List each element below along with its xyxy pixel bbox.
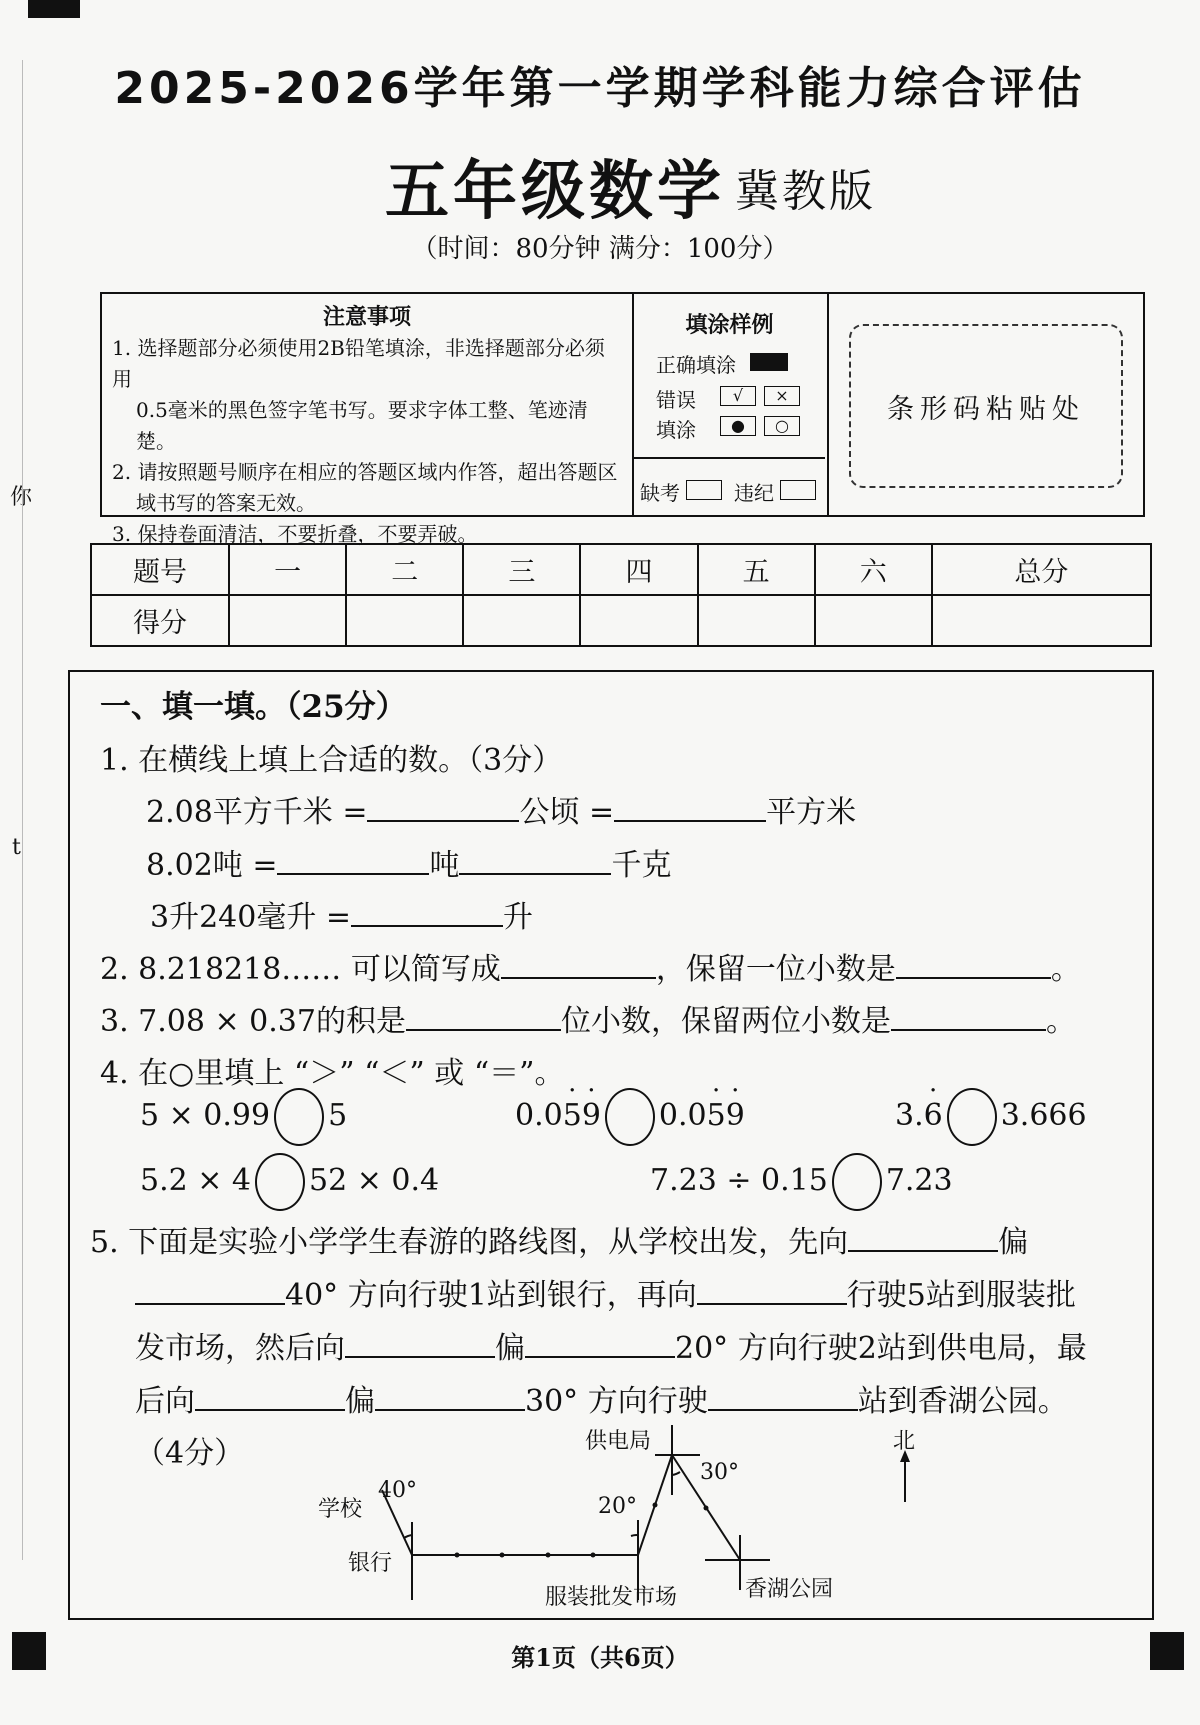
- page-number: 第1页（共6页）: [511, 1643, 689, 1672]
- notice-item: 2. 请按照题号顺序在相应的答题区域内作答，超出答题区: [112, 460, 618, 484]
- notice-instructions: [102, 294, 634, 546]
- wrong-fill-label: 填涂: [656, 418, 696, 442]
- table-row: [91, 544, 1151, 595]
- answer-blank[interactable]: [135, 1302, 285, 1305]
- compare-item: 0.05 ·9 · 0.05 ·9 ·: [515, 1088, 745, 1146]
- table-header-cell: 六: [815, 544, 932, 595]
- cross-icon: ×: [775, 386, 789, 405]
- answer-blank[interactable]: [351, 924, 503, 927]
- score-cell[interactable]: [229, 595, 346, 646]
- map-label-north: 北: [893, 1429, 916, 1454]
- notice-item: 0.5毫米的黑色签字笔书写。要求字体工整、笔迹清楚。: [136, 398, 588, 453]
- answer-blank[interactable]: [459, 872, 611, 875]
- edition-label: 冀教版: [735, 166, 876, 217]
- question-1-line-3: 3升240毫升 = 升: [150, 900, 534, 935]
- absent-box[interactable]: [686, 480, 722, 500]
- map-label-school: 学校: [318, 1497, 363, 1522]
- angle-arc-school: [404, 1535, 412, 1538]
- score-cell[interactable]: [815, 595, 932, 646]
- wrong-dot-mark: [720, 416, 756, 436]
- wrong-cross-mark: [764, 386, 800, 406]
- subject-title: 五年级数学: [385, 154, 725, 229]
- correct-fill-mark: [750, 353, 788, 371]
- angle-arc-power: [672, 1472, 680, 1475]
- compare-item: 5.2 × 4 52 × 0.4: [140, 1153, 439, 1211]
- question-2: 2. 8.218218…… 可以简写成 ，保留一位小数是 。: [100, 952, 1081, 987]
- map-label-market: 服装批发市场: [545, 1585, 678, 1610]
- compare-item: 5 × 0.99 5: [140, 1088, 347, 1146]
- wrong-fill-label: 错误: [656, 388, 696, 412]
- table-header-cell: 一: [229, 544, 346, 595]
- section-heading: 一、填一填。（25分）: [100, 689, 407, 725]
- score-table: [90, 543, 1152, 647]
- corner-mark-top-left: [28, 0, 80, 18]
- stop-dot: [704, 1506, 709, 1511]
- map-label-park: 香湖公园: [745, 1577, 834, 1602]
- stop-dot: [591, 1553, 596, 1558]
- side-mark: t: [12, 835, 21, 860]
- stop-dot: [455, 1553, 460, 1558]
- notice-heading: 注意事项: [322, 304, 411, 330]
- answer-blank[interactable]: [614, 819, 766, 822]
- sample-divider: [634, 457, 825, 459]
- table-header-cell: 二: [346, 544, 463, 595]
- map-angle-school: 40°: [378, 1478, 417, 1503]
- answer-blank[interactable]: [697, 1302, 847, 1305]
- answer-blank[interactable]: [896, 976, 1051, 979]
- score-cell[interactable]: [698, 595, 815, 646]
- table-header-cell: 四: [580, 544, 697, 595]
- answer-blank[interactable]: [525, 1355, 675, 1358]
- table-header-cell: 题号: [91, 544, 229, 595]
- answer-blank[interactable]: [277, 872, 429, 875]
- notice-item: 3. 保持卷面清洁，不要折叠，不要弄破。: [112, 522, 478, 546]
- question-1-line-1: 2.08平方千米 = 公顷 = 平方米: [146, 795, 857, 830]
- answer-blank[interactable]: [848, 1249, 998, 1252]
- time-info: （时间：80分钟 满分：100分）: [411, 234, 789, 264]
- route-stops: [455, 1503, 709, 1558]
- table-header-cell: 五: [698, 544, 815, 595]
- stop-dot: [546, 1553, 551, 1558]
- compare-circle[interactable]: [947, 1088, 997, 1146]
- fill-sample-heading: 填涂样例: [685, 312, 774, 338]
- question-5-line-3: 发市场，然后向 偏 20° 方向行驶2站到供电局，最: [135, 1331, 1087, 1366]
- question-3: 3. 7.08 × 0.37的积是 位小数，保留两位小数是 。: [100, 1004, 1076, 1039]
- table-header-cell: 总分: [932, 544, 1151, 595]
- check-icon: √: [732, 386, 744, 405]
- score-cell[interactable]: [463, 595, 580, 646]
- stop-dot: [653, 1503, 658, 1508]
- answer-blank[interactable]: [195, 1408, 345, 1411]
- answer-blank[interactable]: [375, 1408, 525, 1411]
- map-label-power: 供电局: [585, 1429, 652, 1454]
- compare-item: 3.6 · 3.666: [895, 1088, 1087, 1146]
- notice-box: [100, 292, 1145, 546]
- table-row: [91, 595, 1151, 646]
- violation-box[interactable]: [780, 480, 816, 500]
- question-5-line-4: 后向 偏 30° 方向行驶 站到香湖公园。: [135, 1384, 1068, 1419]
- answer-blank[interactable]: [501, 976, 656, 979]
- violation-label: 违纪: [734, 481, 774, 505]
- question-4-stem: 4. 在○里填上 “＞” “＜” 或 “＝”。: [100, 1056, 565, 1091]
- score-cell[interactable]: [932, 595, 1151, 646]
- question-5-line-2: 40° 方向行驶1站到银行，再向 行驶5站到服装批: [135, 1270, 1076, 1314]
- map-angle-market: 20°: [598, 1494, 637, 1519]
- notice-item: 域书写的答案无效。: [136, 491, 316, 515]
- map-label-bank: 银行: [348, 1551, 393, 1576]
- dot-icon: ●: [731, 416, 745, 435]
- question-1-line-2: 8.02吨 = 吨 千克: [146, 848, 672, 883]
- fill-sample: [634, 294, 829, 515]
- compare-circle[interactable]: [274, 1088, 324, 1146]
- score-cell[interactable]: [580, 595, 697, 646]
- angle-arc-market: [631, 1535, 638, 1536]
- exam-title: 2025-2026学年第一学期学科能力综合评估: [114, 63, 1086, 114]
- answer-blank[interactable]: [406, 1028, 561, 1031]
- compare-circle[interactable]: [255, 1153, 305, 1211]
- side-mark: 你: [10, 485, 33, 510]
- barcode-placeholder: 条形码粘贴处: [849, 324, 1123, 488]
- correct-fill-label: 正确填涂: [656, 353, 736, 377]
- answer-blank[interactable]: [708, 1408, 858, 1411]
- score-cell[interactable]: [346, 595, 463, 646]
- absent-label: 缺考: [640, 481, 680, 505]
- table-header-cell: 三: [463, 544, 580, 595]
- map-angle-power: 30°: [700, 1460, 739, 1485]
- stop-dot: [500, 1553, 505, 1558]
- wrong-check-mark: [720, 386, 756, 406]
- answer-blank[interactable]: [891, 1028, 1046, 1031]
- question-5-line-1: 5. 下面是实验小学学生春游的路线图，从学校出发，先向 偏: [90, 1225, 1029, 1260]
- binding-line: [22, 60, 24, 1560]
- notice-item: 1. 选择题部分必须使用2B铅笔填涂，非选择题部分必须用: [112, 336, 605, 391]
- question-5-score: （4分）: [135, 1436, 245, 1471]
- wrong-circle-mark: [764, 416, 800, 436]
- answer-blank[interactable]: [345, 1355, 495, 1358]
- compare-circle[interactable]: [605, 1088, 655, 1146]
- table-header-cell: 得分: [91, 595, 229, 646]
- question-1-stem: 1. 在横线上填上合适的数。（3分）: [100, 743, 563, 778]
- answer-blank[interactable]: [367, 819, 519, 822]
- compare-item: 7.23 ÷ 0.15 7.23: [650, 1153, 953, 1211]
- circle-icon: ○: [775, 416, 789, 435]
- barcode-area: [829, 294, 1143, 515]
- compare-circle[interactable]: [832, 1153, 882, 1211]
